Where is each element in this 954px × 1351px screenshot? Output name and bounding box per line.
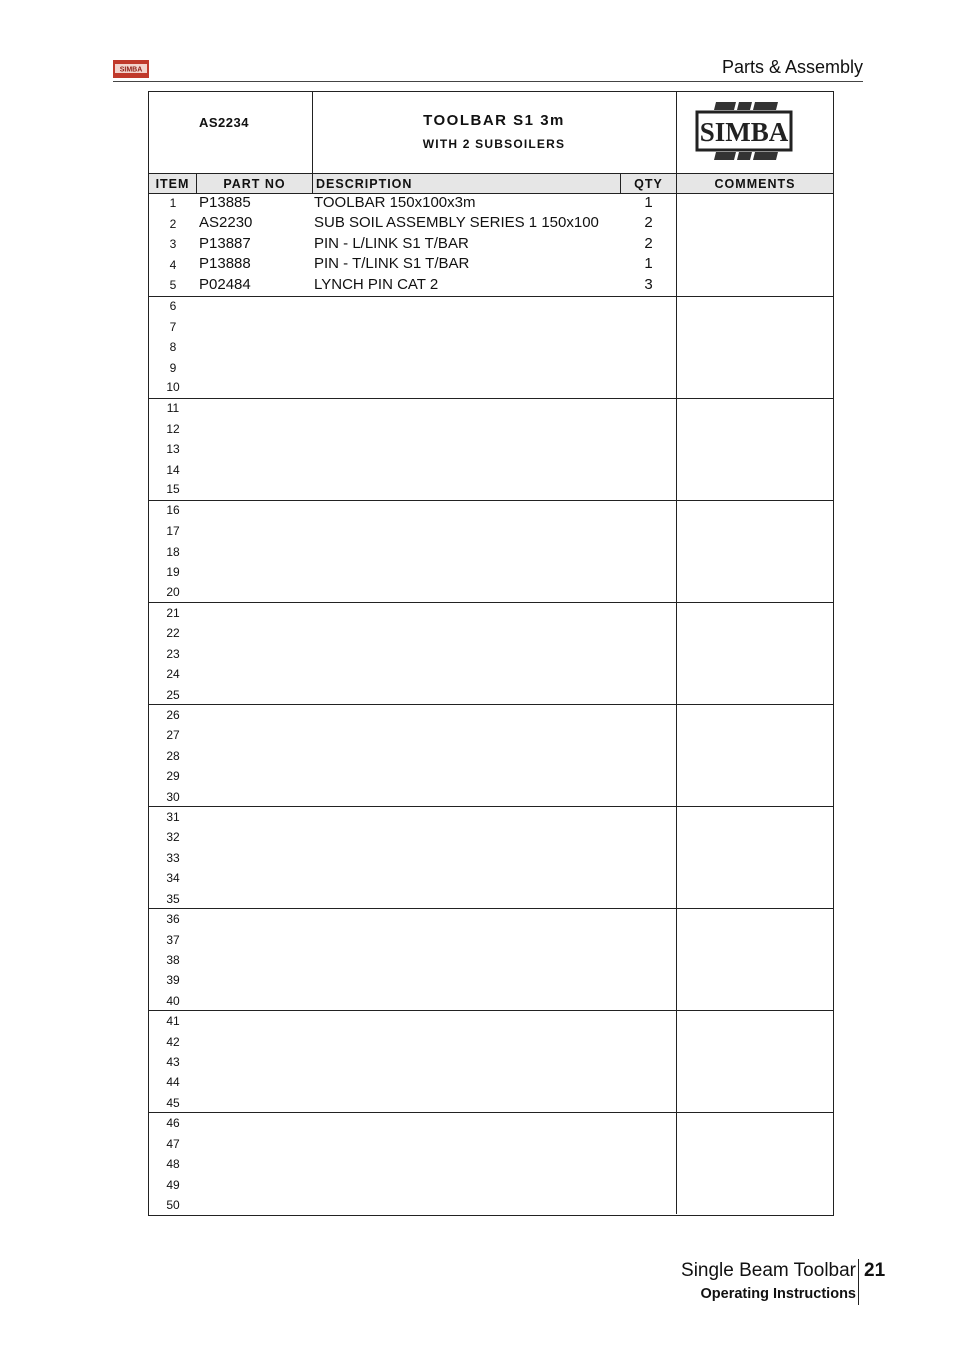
page-number: 21 xyxy=(864,1260,886,1281)
row-group-divider xyxy=(149,398,833,399)
row-group-divider xyxy=(149,500,833,501)
divider xyxy=(149,193,833,194)
item-number: 47 xyxy=(166,1137,180,1151)
row-group-divider xyxy=(149,296,833,297)
row-group-divider xyxy=(149,602,833,603)
divider xyxy=(676,92,677,1214)
item-number: 36 xyxy=(166,912,180,926)
divider xyxy=(196,174,197,193)
qty: 2 xyxy=(644,214,653,231)
item-number: 28 xyxy=(166,749,180,763)
description: PIN - T/LINK S1 T/BAR xyxy=(314,255,470,272)
item-number: 37 xyxy=(166,933,180,947)
item-number: 10 xyxy=(166,380,180,394)
item-number: 42 xyxy=(166,1035,180,1049)
item-number: 11 xyxy=(166,401,180,415)
description: PIN - L/LINK S1 T/BAR xyxy=(314,235,469,252)
item-number: 19 xyxy=(166,565,180,579)
item-number: 23 xyxy=(166,647,180,661)
parts-table xyxy=(148,91,834,1216)
footer-title: Single Beam Toolbar xyxy=(681,1260,856,1281)
item-number: 30 xyxy=(166,790,180,804)
qty: 3 xyxy=(644,276,653,293)
item-number: 9 xyxy=(169,361,177,375)
qty: 1 xyxy=(644,255,653,272)
divider xyxy=(312,174,313,193)
item-number: 20 xyxy=(166,585,180,599)
item-number: 12 xyxy=(166,422,180,436)
item-number: 33 xyxy=(166,851,180,865)
assembly-number: AS2234 xyxy=(199,115,249,130)
part-no: P13888 xyxy=(199,255,251,272)
part-no: P13887 xyxy=(199,235,251,252)
column-header-item: ITEM xyxy=(149,174,196,193)
assembly-title: TOOLBAR S1 3m xyxy=(423,112,565,129)
item-number: 21 xyxy=(166,606,180,620)
qty: 2 xyxy=(644,235,653,252)
item-number: 35 xyxy=(166,892,180,906)
item-number: 48 xyxy=(166,1157,180,1171)
item-number: 3 xyxy=(169,237,177,251)
footer-divider xyxy=(858,1259,859,1305)
item-number: 38 xyxy=(166,953,180,967)
item-number: 25 xyxy=(166,688,180,702)
item-number: 31 xyxy=(166,810,180,824)
simba-logo-text: SIMBA xyxy=(699,117,789,147)
item-number: 15 xyxy=(166,482,180,496)
item-number: 8 xyxy=(169,340,177,354)
item-number: 4 xyxy=(169,258,177,272)
row-group-divider xyxy=(149,908,833,909)
part-no: AS2230 xyxy=(199,214,253,231)
divider xyxy=(312,92,313,174)
item-number: 45 xyxy=(166,1096,180,1110)
item-number: 1 xyxy=(169,196,177,210)
simba-logo xyxy=(694,98,794,164)
header-divider xyxy=(113,81,863,82)
item-number: 22 xyxy=(166,626,180,640)
column-header-comments: COMMENTS xyxy=(677,174,833,193)
item-number: 27 xyxy=(166,728,180,742)
row-group-divider xyxy=(149,1112,833,1113)
part-no: P13885 xyxy=(199,194,251,211)
header-title: Parts & Assembly xyxy=(721,57,863,77)
column-header-qty: QTY xyxy=(621,174,676,193)
item-number: 14 xyxy=(166,463,180,477)
item-number: 16 xyxy=(166,503,180,517)
simba-small-logo xyxy=(113,60,149,78)
svg-text:SIMBA: SIMBA xyxy=(119,66,143,74)
item-number: 18 xyxy=(166,545,180,559)
divider xyxy=(620,174,621,193)
item-number: 6 xyxy=(169,299,177,313)
item-number: 24 xyxy=(166,667,180,681)
qty: 1 xyxy=(644,194,653,211)
column-header-description: DESCRIPTION xyxy=(313,174,620,193)
row-group-divider xyxy=(149,806,833,807)
item-number: 13 xyxy=(166,442,180,456)
item-number: 29 xyxy=(166,769,180,783)
item-number: 26 xyxy=(166,708,180,722)
item-number: 34 xyxy=(166,871,180,885)
description: TOOLBAR 150x100x3m xyxy=(314,194,476,211)
row-group-divider xyxy=(149,704,833,705)
item-number: 2 xyxy=(169,217,177,231)
footer-subtitle: Operating Instructions xyxy=(700,1286,856,1302)
item-number: 40 xyxy=(166,994,180,1008)
description: SUB SOIL ASSEMBLY SERIES 1 150x100 xyxy=(314,214,599,231)
item-number: 39 xyxy=(166,973,180,987)
item-number: 41 xyxy=(166,1014,180,1028)
item-number: 17 xyxy=(166,524,180,538)
item-number: 44 xyxy=(166,1075,180,1089)
description: LYNCH PIN CAT 2 xyxy=(314,276,439,293)
column-header-part-no: PART NO xyxy=(197,174,312,193)
item-number: 50 xyxy=(166,1198,180,1212)
item-number: 5 xyxy=(169,278,177,292)
item-number: 49 xyxy=(166,1178,180,1192)
item-number: 32 xyxy=(166,830,180,844)
assembly-subtitle: WITH 2 SUBSOILERS xyxy=(422,137,566,151)
item-number: 46 xyxy=(166,1116,180,1130)
item-number: 43 xyxy=(166,1055,180,1069)
row-group-divider xyxy=(149,1010,833,1011)
item-number: 7 xyxy=(169,320,177,334)
part-no: P02484 xyxy=(199,276,251,293)
